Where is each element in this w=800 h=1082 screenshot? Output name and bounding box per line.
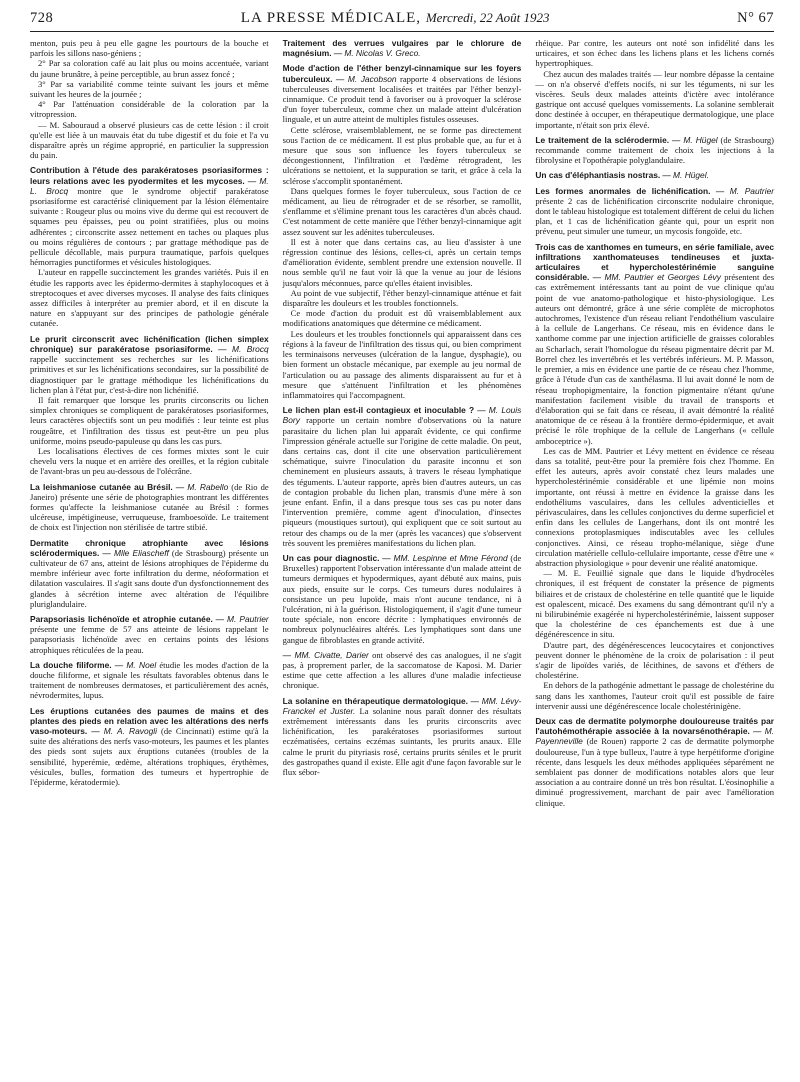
abstract-title: La douche filiforme. (30, 659, 112, 670)
abstract-item (283, 696, 522, 778)
abstract-lead (535, 716, 774, 808)
abstract-item (30, 165, 269, 328)
abstract-lead (283, 38, 522, 58)
abstract-text: rhéique. Par contre, les auteurs ont noté son infidélité dans les urticaires, et son échec dans les lichens plans et les lichens cornés hypertrophiques. (535, 38, 775, 69)
abstract-title: Le traitement de la sclérodermie. (535, 134, 670, 145)
abstract-author: — M. Pautrier (715, 185, 775, 196)
abstract-text: (de Strasbourg) présente un cultivateur de 67 ans, atteint de lésions atrophiques de l'épiderme du membre inférieur avec forte infiltration du derme, néoformation et dilatation vasculaires. Il s'agit sans doute d'un dysfonctionnement des glandes à sécrétion interne avec altération de l'équilibre pluriglandulaire. (30, 547, 269, 609)
abstract-author: — M. L. Brocq (30, 175, 269, 196)
abstract-author: — MM. Lévy-Franckel et Juster. (282, 695, 522, 716)
abstract-paragraph: 3° Par sa variabilité comme teinte suivant les jours et même suivant les heures de la journée ; (30, 78, 269, 100)
abstract-paragraph: 2° Par sa coloration café au lait plus ou moins accentuée, variant du jaune brunâtre, à peine perceptible, au brun assez foncé ; (30, 58, 269, 79)
abstract-author: — M. Pautrier (215, 613, 269, 624)
abstract-author: — M. Brocq (218, 343, 269, 354)
abstract-paragraph: Ce mode d'action du produit est dû vraisemblablement aux modifications anatomiques que détermine ce médicament. (282, 308, 522, 329)
abstract-lead (283, 650, 522, 691)
abstract-text: (de Rouen) rapporte 2 cas de dermatite polymorphe douloureuse, l'un à type bulleux, l'autre à type herpétiforme d'origine récente, dans lesquels les deux méthodes appliquées séparément ne semblaient pas donner de modifications notables alors que leur association a au contraire donné un très bon résultat. L'éosinophilie a diminué progressivement, marchant de pair avec l'amélioration clinique. (535, 736, 775, 808)
abstract-title: Les éruptions cutanées des paumes de mains et des plantes des pieds en relation avec les altérations des nerfs vaso-moteurs. (30, 705, 269, 736)
abstract-author: — M. Rabello (175, 481, 229, 492)
abstract-paragraph: L'auteur en rappelle succinctement les grandes variétés. Puis il en étudie les rapports avec les épidermo-dermites à staphylocoques et à streptocoques et avec diverses mycoses. Il analyse des faits cliniques assez difficiles à interpréter au premier abord, et il en discute la nature en s'appuyant sur des principes de pathologie générale cutanée. (30, 267, 269, 329)
abstract-text: (de Strasbourg) recommande comme traitement de choix les injections à la fibrolysine et l'opothérapie polyglandulaire. (535, 134, 775, 166)
abstract-paragraph: En dehors de la pathogénie admettant le passage de cholestérine du sang dans les xanthomes, l'auteur croit qu'il est possible de faire intervenir aussi une dégénérescence locale cholestérinigène. (535, 680, 775, 711)
abstract-lead (30, 334, 269, 395)
abstract-text: menton, puis peu à peu elle gagne les pourtours de la bouche et parfois les sillons naso-géniens ; (30, 38, 269, 59)
abstract-item (283, 553, 522, 645)
abstract-author: — M. A. Ravogli (91, 726, 157, 736)
abstract-paragraph: Cette sclérose, vraisemblablement, ne se forme pas directement sous l'action de ce médicament. Il est plus probable que, au fur et à mesure que sous son influence les foyers tuberculeux se décongestionnent, l'infiltration et l'œdème rétrogradent, les ulcérations se nettoient, et la suppuration se tarit, et grâce à cela la sclérose s'accomplit spontanément. (282, 124, 522, 186)
abstract-lead (283, 405, 522, 548)
abstract-item (283, 650, 522, 691)
abstract-item (535, 186, 774, 237)
abstract-title: Parapsoriasis lichénoïde et atrophie cutanée. (30, 613, 213, 624)
abstract-item (283, 63, 522, 400)
abstract-paragraph: 4° Par l'atténuation considérable de la coloration par la vitropression. (30, 99, 269, 120)
abstract-lead (30, 538, 269, 609)
abstract-paragraph: Au point de vue subjectif, l'éther benzyl-cinnamique atténue et fait disparaître les douleurs et les troubles fonctionnels. (282, 287, 522, 309)
abstract-item (535, 38, 774, 130)
abstract-title: La leishmaniose cutanée au Brésil. (30, 481, 173, 492)
abstract-item (283, 38, 522, 58)
abstract-text: (de Rio de Janeiro) présente une série de photographies montrant les différentes formes qu'affecte la leishmaniose cutanée au Brésil : formes ulcéreuse, impétigineuse, verruqueuse, framboesoïde. Le traitement de choix est l'injection non stérilisée de tartre stibié. (30, 481, 269, 533)
abstract-text: rapporte un certain nombre d'observations où la nature parasitaire du lichen plan lui apparaît évidente, ce qui confirme l'impression générale actuelle sur l'origine de cette maladie. On peut, dans certains cas, dont il cite une observation particulièrement schématique, suivre l'inoculation du parasite inconnu et son cheminement en plusieurs assauts, à travers le réseau lymphatique des téguments. L'auteur rapporte, après bien d'autres auteurs, un cas de contagion probable du lichen plan, transmis d'une mère à son jeune enfant. Enfin, il a dans presque tous ses cas pu noter dans l'intervention première, comme agent d'inoculation, d'insectes piqueurs (moustiques surtout), qui expliquent que ce soit surtout au retour des champs ou de la mer (après les vacances) que s'observent très souvent les premières manifestations du lichen plan. (282, 415, 522, 548)
abstract-author: — M. Jacobson (335, 73, 397, 84)
abstract-author: — M. Hügel. (662, 170, 709, 181)
abstract-text: (de Bruxelles) rapportent l'observation intéressante d'un malade atteint de tumeurs dermiques et hypodermiques, ayant débuté aux mains, puis aux pieds, ensuite sur le corps. Ces tumeurs dures nodulaires à consistance un peu lupoïde, mais n'ont aucune tendance, ni à l'ulcération, ni à la guérison. Histologiquement, il s'agit d'une tumeur toute spéciale, non encore décrite : lymphatiques environnés de nombreux polynucléaires altérés. Les lymphatiques sont dans une gangue de fibroblastes en grande activité. (282, 552, 522, 645)
abstract-lead (535, 38, 774, 69)
abstract-title: Dermatite chronique atrophiante avec lésions sclérodermiques. (30, 537, 269, 558)
abstract-author: — M. Louis Bory (282, 405, 522, 426)
abstract-paragraph: — M. E. Feuillié signale que dans le liquide d'hydrocèles chroniques, il est fréquent de constater la présence de pigments biliaires et de cristaux de cholestérine en telle quantité que le liquide est opalescent, micacé. Des examens du sang démontrant qu'il n'y a ni bilirubinémie exagérée ni hypercholestérinémie, laissent supposer que la cholestérine de ces épanchements est due à une dégénérescence in situ. (535, 568, 775, 640)
column-1 (30, 38, 269, 813)
abstract-title: Un cas pour diagnostic. (282, 552, 380, 563)
abstract-text: ont observé des cas analogues, il ne s'agit pas, à proprement parler, de la saccomatose de Kaposi. M. Darier estime que cette affection a les allures d'une maladie infectieuse chronique. (282, 649, 522, 691)
abstract-author: — MM. Pautrier et Georges Lévy (592, 272, 721, 283)
abstract-lead (535, 170, 774, 180)
abstract-item (535, 716, 774, 808)
abstract-author: — M. Nicolas V. Greco. (333, 48, 421, 59)
abstract-text: étudie les modes d'action de la douche filiforme, et signale les résultats favorables obtenus dans le traitement de nombreuses dermatoses, et particulièrement des acnés, névrodermites, lupus. (30, 659, 269, 701)
abstract-paragraph: Les localisations électives de ces formes mixtes sont le cuir chevelu vers la nuque et en arrière des oreilles, et la région cubitale de l'avant-bras un peu au-dessous de l'olécrâne. (30, 445, 269, 477)
abstract-title: Contribution à l'étude des parakératoses psoriasiformes : leurs relations avec les pyodermites et les mycoses. (30, 165, 269, 186)
abstract-lead (30, 614, 269, 655)
abstract-paragraph: — M. Sabouraud a observé plusieurs cas de cette lésion : il croit qu'elle est liée à un mauvais état du tube digestif et du foie et l'a vu disparaître après un régime approprié, en particulier la suppression du pain. (30, 119, 269, 161)
page-number: 728 (30, 10, 54, 26)
abstract-item (30, 706, 269, 788)
abstract-lead (30, 38, 269, 58)
abstract-paragraph: Les cas de MM. Pautrier et Lévy mettent en évidence ce réseau dans sa totalité, peut-être pour la première fois chez l'homme. En effet les auteurs, après avoir constaté chez leurs malades une hypercholestérinémie considérable et une lipémie non moins importante, ont réussi à mettre en évidence la graisse dans les endothéliums vasculaires, dans les cellules adventicielles et périvasculaires, dans les cellules conjonctives du derme superficiel et enfin dans les cellules de Langerhans, dont ils ont montré les connexions protoplasmiques indiscutables avec les cellules conjonctives. Ainsi, ce réseau tropho-mélanique, siège d'une circulation matérielle cellulo-cellulaire importante, cesse d'être une « abstraction physiologique » pour devenir une réalité anatomique. (535, 445, 775, 568)
abstract-title: Deux cas de dermatite polymorphe douloureuse traités par l'autohémothérapie associée à la novarsénothérapie. (535, 716, 775, 737)
abstract-text: La solanine nous paraît donner des résultats extrêmement intéressants dans les prurits circonscrits avec lichénification, les parakératoses psoriasiformes surtout eczématisées, certains eczémas suintants, les prurits anaux. Elle calme le prurit du pityriasis rosé, certains prurits séniles et le prurit des gastropathes quand il existe. Elle agit d'une façon favorable sur le flux sébor- (282, 705, 522, 778)
text-columns (30, 38, 774, 813)
abstract-item (30, 38, 269, 160)
abstract-item (30, 334, 269, 477)
abstract-item (283, 405, 522, 548)
abstract-title: Le prurit circonscrit avec lichénification (lichen simplex chronique) sur parakératose psoriasiforme. (30, 333, 269, 354)
abstract-item (535, 170, 774, 180)
abstract-author: — M. Payenneville (535, 726, 775, 747)
abstract-title: Un cas d'éléphantiasis nostras. (535, 170, 661, 181)
abstract-lead (535, 186, 774, 237)
abstract-paragraph: Les douleurs et les troubles fonctionnels qui apparaissent dans ces régions à la faveur de l'infiltration des tissus qui, ou bien compriment les terminaisons nerveuses (ulcération de la langue, dysphagie), ou bien forment un obstacle mécanique, par exemple au jeu normal de l'articulation ou au passage des aliments disparaissent au fur et à mesure que s'atténuent l'infiltration et les phénomènes inflammatoires qui l'accompagnent. (282, 328, 522, 400)
abstract-lead (30, 706, 269, 788)
abstract-paragraph: D'autre part, des dégénérescences leucocytaires et conjonctives peuvent donner le phénomène de la croix de polarisation : il peut s'agir de lipoïdes variés, de lécithines, de savons et d'éthers de cholestérine. (535, 639, 775, 681)
abstract-text: rapporte 4 observations de lésions tuberculeuses diversement localisées et traitées par l'éther benzyl-cinnamique. Ce produit tend à favoriser ou à provoquer la sclérose d'un foyer tuberculeux, comme chez un malade atteint d'ulcération linguale, et un autre atteint de multiples fistules osseuses. (282, 73, 522, 125)
journal-masthead (241, 10, 550, 27)
page-header (30, 10, 774, 32)
abstract-paragraph: Il fait remarquer que lorsque les prurits circonscrits ou lichen simplex chroniques se compliquent de parakératoses psoriasiformes, leurs caractères objectifs sont un peu modifiés : leur teinte est plus rougeâtre, et l'infiltration des tissus est peut-être un peu plus uniforme, moins pseudo-papuleuse qu dans les cas purs. (30, 394, 269, 446)
journal-title: LA PRESSE MÉDICALE, (240, 10, 422, 26)
abstract-text: présente une femme de 57 ans atteinte de lésions rappelant le parapsoriasis lichénoïde avec en certains points des lésions atrophiques réticulées de la peau. (30, 624, 269, 655)
abstract-title: La solanine en thérapeutique dermatologique. (282, 695, 468, 706)
abstract-lead (283, 63, 522, 124)
abstract-item (30, 482, 269, 533)
abstract-item (30, 660, 269, 701)
abstract-lead (535, 135, 774, 166)
abstract-author: — M. Noel (114, 659, 157, 670)
column-3 (535, 38, 774, 813)
abstract-author: — MM. Lespinne et Mme Férond (382, 552, 508, 563)
column-2 (283, 38, 522, 813)
abstract-title: Les formes anormales de lichénification. (535, 185, 711, 196)
abstract-author: — M. Hügel (671, 134, 718, 145)
abstract-item (30, 614, 269, 655)
abstract-lead (283, 553, 522, 645)
abstract-item (535, 242, 774, 711)
abstract-title: Le lichen plan est-il contagieux et inoculable ? (282, 405, 475, 416)
issue-date: Mercredi, 22 Août 1923 (425, 10, 550, 25)
abstract-lead (30, 482, 269, 533)
abstract-lead (30, 165, 269, 267)
abstract-paragraph: Chez aucun des malades traités — leur nombre dépasse la centaine — on n'a observé d'effets nocifs, ni sur les téguments, ni sur les viscères. Seuls deux malades atteints d'ictère avec intolérance gastrique ont accusé quelques vomissements. La solanine semblerait donc destinée à occuper, en thérapeutique dermatologique, une place importante, n'était son prix élevé. (535, 68, 775, 130)
abstract-title: Mode d'action de l'éther benzyl-cinnamique sur les foyers tuberculeux. (282, 63, 522, 84)
abstract-text: (de Cincinnati) estime qu'à la suite des altérations des nerfs vaso-moteurs, les paumes et les plantes des pieds sont sujets aux éruptions cutanées (troubles de la sensibilité, hyperémie, œdème, altérations trophiques, érythèmes, vésicules, bulles, formation des tumeurs et hypertrophie de l'épiderme, kératodermie). (30, 726, 269, 788)
abstract-title: Trois cas de xanthomes en tumeurs, en série familiale, avec infiltrations xanthomateuses tendineuses et juxta-articulaires et hypercholestérinémie sanguine considérable. (535, 241, 775, 283)
abstract-item (30, 538, 269, 609)
abstract-lead (535, 242, 774, 446)
abstract-text: montre que le syndrome objectif parakératose psoriasiforme est caractérisé cliniquement par la lésion élémentaire suivante : Rougeur plus ou moins vive du derme qui est recouvert de squames peu épaisses, peu ou point stratifiées, plus ou moins adhérentes ; circonscrite assez nettement en taches ou plaques plus ou moins régulières de contours ; par grattage méthodique pas de pellicule décollable, mais purpura traumatique, parfois quelques hémorragies punctiformes et vésicules histologiques. (30, 185, 269, 268)
abstract-lead (283, 696, 522, 778)
abstract-paragraph: Dans quelques formes le foyer tuberculeux, sous l'action de ce médicament, au lieu de rétrograder et de se résorber, se ramollit, s'enflamme et s'élimine prenant tous les caractères d'un abcès chaud. C'est notamment de cette manière que l'éther benzyl-cinnamique agit assez souvent sur les adénites tuberculeuses. (282, 185, 522, 237)
abstract-title: Traitement des verrues vulgaires par le chlorure de magnésium. (282, 38, 522, 59)
abstract-text: présente 2 cas de lichénification circonscrite nodulaire chronique, dont le tableau histologique est totalement différent de celui du lichen plan, et 1 cas de lichénification géante qui, pour un esprit non prévenu, peut simuler une tumeur, un mycosis fongoïde, etc. (535, 195, 775, 237)
abstract-item (535, 135, 774, 166)
abstract-lead (30, 660, 269, 701)
abstract-author: — MM. Civatte, Darier (282, 649, 369, 660)
issue-number: N° 67 (737, 10, 774, 26)
abstract-text: rappelle succinctement ses recherches sur les lichénifications primitives et sur les lichénifications secondaires, sur la possibilité de diagnostiquer par le grattage méthodique les lichénifications du lichen plan à l'état pur, c'est-à-dire non lichénifié. (30, 354, 269, 395)
abstract-author: — Mlle Eliascheff (102, 547, 169, 558)
abstract-text: présentent des cas extrêmement intéressants tant au point de vue clinique qu'au point de vue anatomo-pathologique et histo-physiologique. Les auteurs ont démontré, grâce à une série complète de microphotos autochromes, l'existence d'un réseau reliant l'endothélium vasculaire à la cellule de Langerhans. Ce réseau, mis en évidence dans le xanthome comme par une injection artificielle de graisses colorables au Scharlach, serait l'homologue du réseau pigmentaire décrit par M. Borrel chez les invertébrés et les vertébrés inférieurs. M. P. Masson, le premier, a mis en évidence une partie de ce réseau chez l'homme, grâce à l'étude d'un cas de xanthélasma. Il lui avait donné le nom de réseau trophopigmentaire, la fonction pigmentaire n'étant qu'une manifestation facilement visible du travail de transports et d'élaboration qui se fait dans ce réseau, il avait démontré la réalité anatomique de ce réseau à la frontière dermo-épidermique, et avait précisé le rôle trophique de la cellule de Langerhans (« cellule amboceptrice »). (535, 272, 775, 446)
abstract-paragraph: Il est à noter que dans certains cas, au lieu d'assister à une régression continue des lésions, celles-ci, après un certain temps d'amélioration évidente, semblent prendre une extension nouvelle. Il nous semble qu'il ne faut voir là que la venue au jour de lésions jusqu'alors méconnues, parce qu'elles étaient invisibles. (282, 236, 522, 288)
